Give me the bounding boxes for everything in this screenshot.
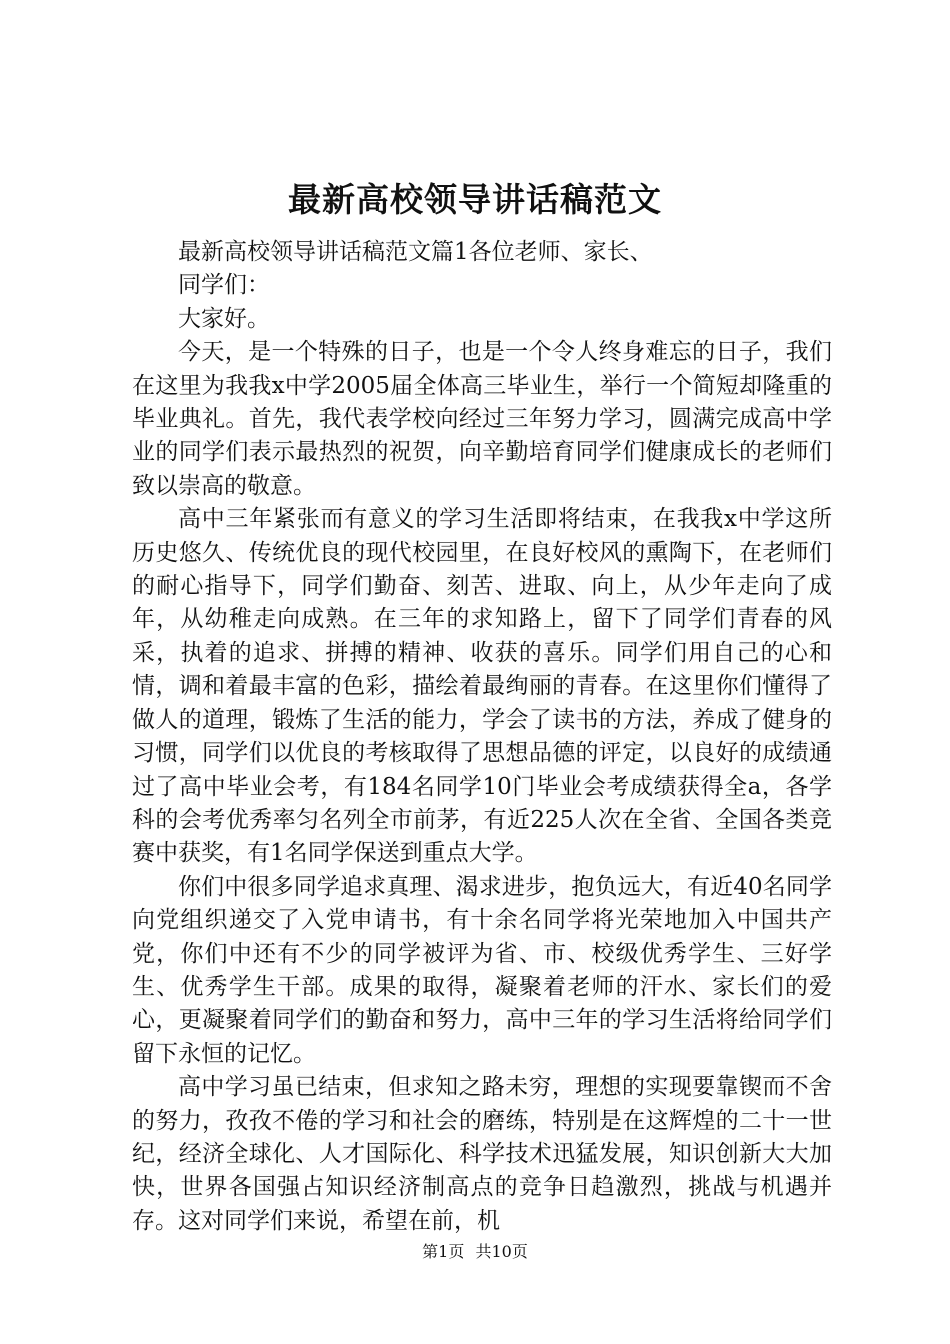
paragraph: 今天，是一个特殊的日子，也是一个令人终身难忘的日子，我们在这里为我我x中学2005届全体高三毕业生，举行一个简短却隆重的毕业典礼。首先，我代表学校向经过三年努力学习，圆满完成高中学业的同学们表示最热烈的祝贺，向辛勤培育同学们健康成长的老师们致以崇高的敬意。 — [132, 339, 832, 499]
document-title: 最新高校领导讲话稿范文 — [288, 180, 662, 219]
paragraph: 高中学习虽已结束，但求知之路未穷，理想的实现要靠锲而不舍的努力，孜孜不倦的学习和社会的磨练，特别是在这辉煌的二十一世纪，经济全球化、人才国际化、科学技术迅猛发展，知识创新大大加快，世界各国强占知识经济制高点的竞争日趋激烈，挑战与机遇并存。这对同学们来说，希望在前，机 — [132, 1074, 832, 1234]
paragraph: 高中三年紧张而有意义的学习生活即将结束，在我我x中学这所历史悠久、传统优良的现代校园里，在良好校风的熏陶下，在老师们的耐心指导下，同学们勤奋、刻苦、进取、向上，从少年走向了成年，从幼稚走向成熟。在三年的求知路上，留下了同学们青春的风采，执着的追求、拼搏的精神、收获的喜乐。同学们用自己的心和情，调和着最丰富的色彩，描绘着最绚丽的青春。在这里你们懂得了做人的道理，锻炼了生活的能力，学会了读书的方法，养成了健身的习惯，同学们以优良的考核取得了思想品德的评定，以良好的成绩通过了高中毕业会考，有184名同学10门毕业会考成绩获得全a，各学科的会考优秀率匀名列全市前茅，有近225人次在全省、全国各类竞赛中获奖，有1名同学保送到重点大学。 — [132, 506, 832, 867]
paragraph: 同学们： — [178, 272, 270, 299]
document-body — [132, 236, 832, 1238]
paragraph: 大家好。 — [178, 305, 270, 332]
page-total: 共10页 — [475, 1242, 528, 1261]
page-footer — [0, 1241, 950, 1263]
paragraph: 你们中很多同学追求真理、渴求进步，抱负远大，有近40名同学向党组织递交了入党申请书，有十余名同学将光荣地加入中国共产党，你们中还有不少的同学被评为省、市、校级优秀学生、三好学生、优秀学生干部。成果的取得，凝聚着老师的汗水、家长们的爱心，更凝聚着同学们的勤奋和努力，高中三年的学习生活将给同学们留下永恒的记忆。 — [132, 873, 832, 1067]
page-number: 第1页 — [422, 1242, 465, 1261]
paragraph: 最新高校领导讲话稿范文篇1各位老师、家长、 — [178, 239, 653, 265]
